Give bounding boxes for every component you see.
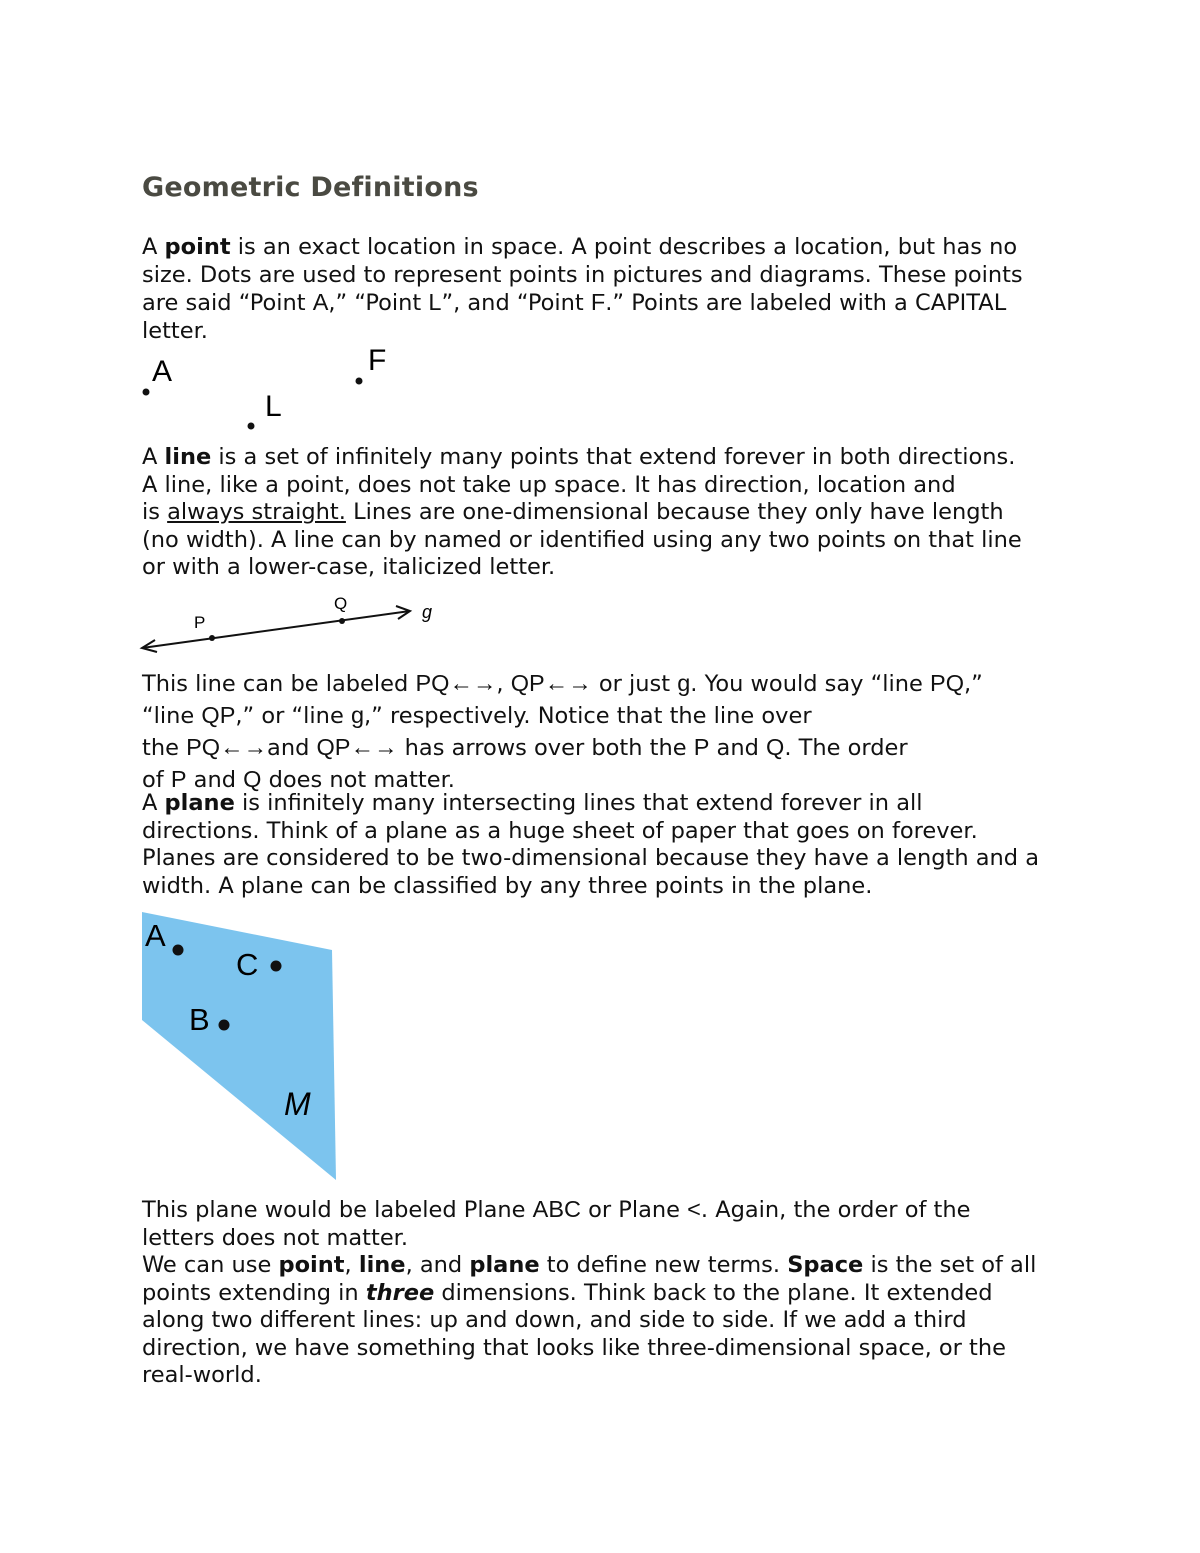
term-line: line bbox=[164, 444, 212, 470]
line-g-label: g bbox=[422, 602, 433, 622]
term-space: Space bbox=[787, 1252, 864, 1278]
plane-point-c-label: C bbox=[236, 947, 259, 982]
plane-point-a-label: A bbox=[145, 918, 166, 953]
plane-point-b-dot bbox=[219, 1020, 230, 1031]
point-a-label: A bbox=[152, 355, 173, 388]
line-label-paragraph: This line can be labeled PQ←→, QP←→ or just g. You would say “line PQ,” “line QP,” or “line g,” respectively. Notice that the line over the PQ←→and QP←→ has arrows over both the P and Q. The order of P and Q does not matter. bbox=[142, 670, 983, 793]
term-three: three bbox=[365, 1279, 435, 1306]
point-q-label: Q bbox=[334, 594, 348, 613]
always-straight-underlined: always straight. bbox=[167, 499, 346, 525]
point-paragraph: A point is an exact location in space. A point describes a location, but has no size. Dots are used to represent points in pictures and diagrams. These points are said “Point A,” “Point L”, and “Point F.” Points are labeled with a CAPITAL letter. bbox=[142, 234, 1023, 344]
space-paragraph: We can use point, line, and plane to define new terms. Space is the set of all points extending in three dimensions. Think back to the plane. It extended along two different lines: up and down, and side to side. If we add a third direction, we have something that looks like three-dimensional space, or the real-world. bbox=[142, 1252, 1037, 1388]
point-p-label: P bbox=[194, 613, 206, 632]
plane-point-b-label: B bbox=[189, 1002, 210, 1037]
point-f-label: F bbox=[368, 344, 387, 377]
page-title: Geometric Definitions bbox=[142, 172, 479, 203]
plane-point-c-dot bbox=[271, 961, 282, 972]
point-l-label: L bbox=[265, 390, 282, 423]
term-point: point bbox=[164, 234, 231, 260]
plane-m-label: M bbox=[284, 1086, 311, 1122]
line-paragraph: A line is a set of infinitely many points that extend forever in both directions. A line, like a point, does not take up space. It has direction, location and is always straight. Lines are one-dimensional because they only have length (no width). A line can by named or identified using any two points on that line or with a lower-case, italicized letter. bbox=[142, 444, 1022, 580]
plane-point-a-dot bbox=[173, 945, 184, 956]
plane-paragraph: A plane is infinitely many intersecting lines that extend forever in all directions. Think of a plane as a huge sheet of paper that goes on forever. Planes are considered to be two-dimensional because they have a length and a width. A plane can be classified by any three points in the plane. bbox=[142, 790, 1040, 899]
plane-label-paragraph: This plane would be labeled Plane ABC or Plane <. Again, the order of the letters does not matter. bbox=[142, 1196, 971, 1251]
term-plane: plane bbox=[164, 790, 235, 816]
